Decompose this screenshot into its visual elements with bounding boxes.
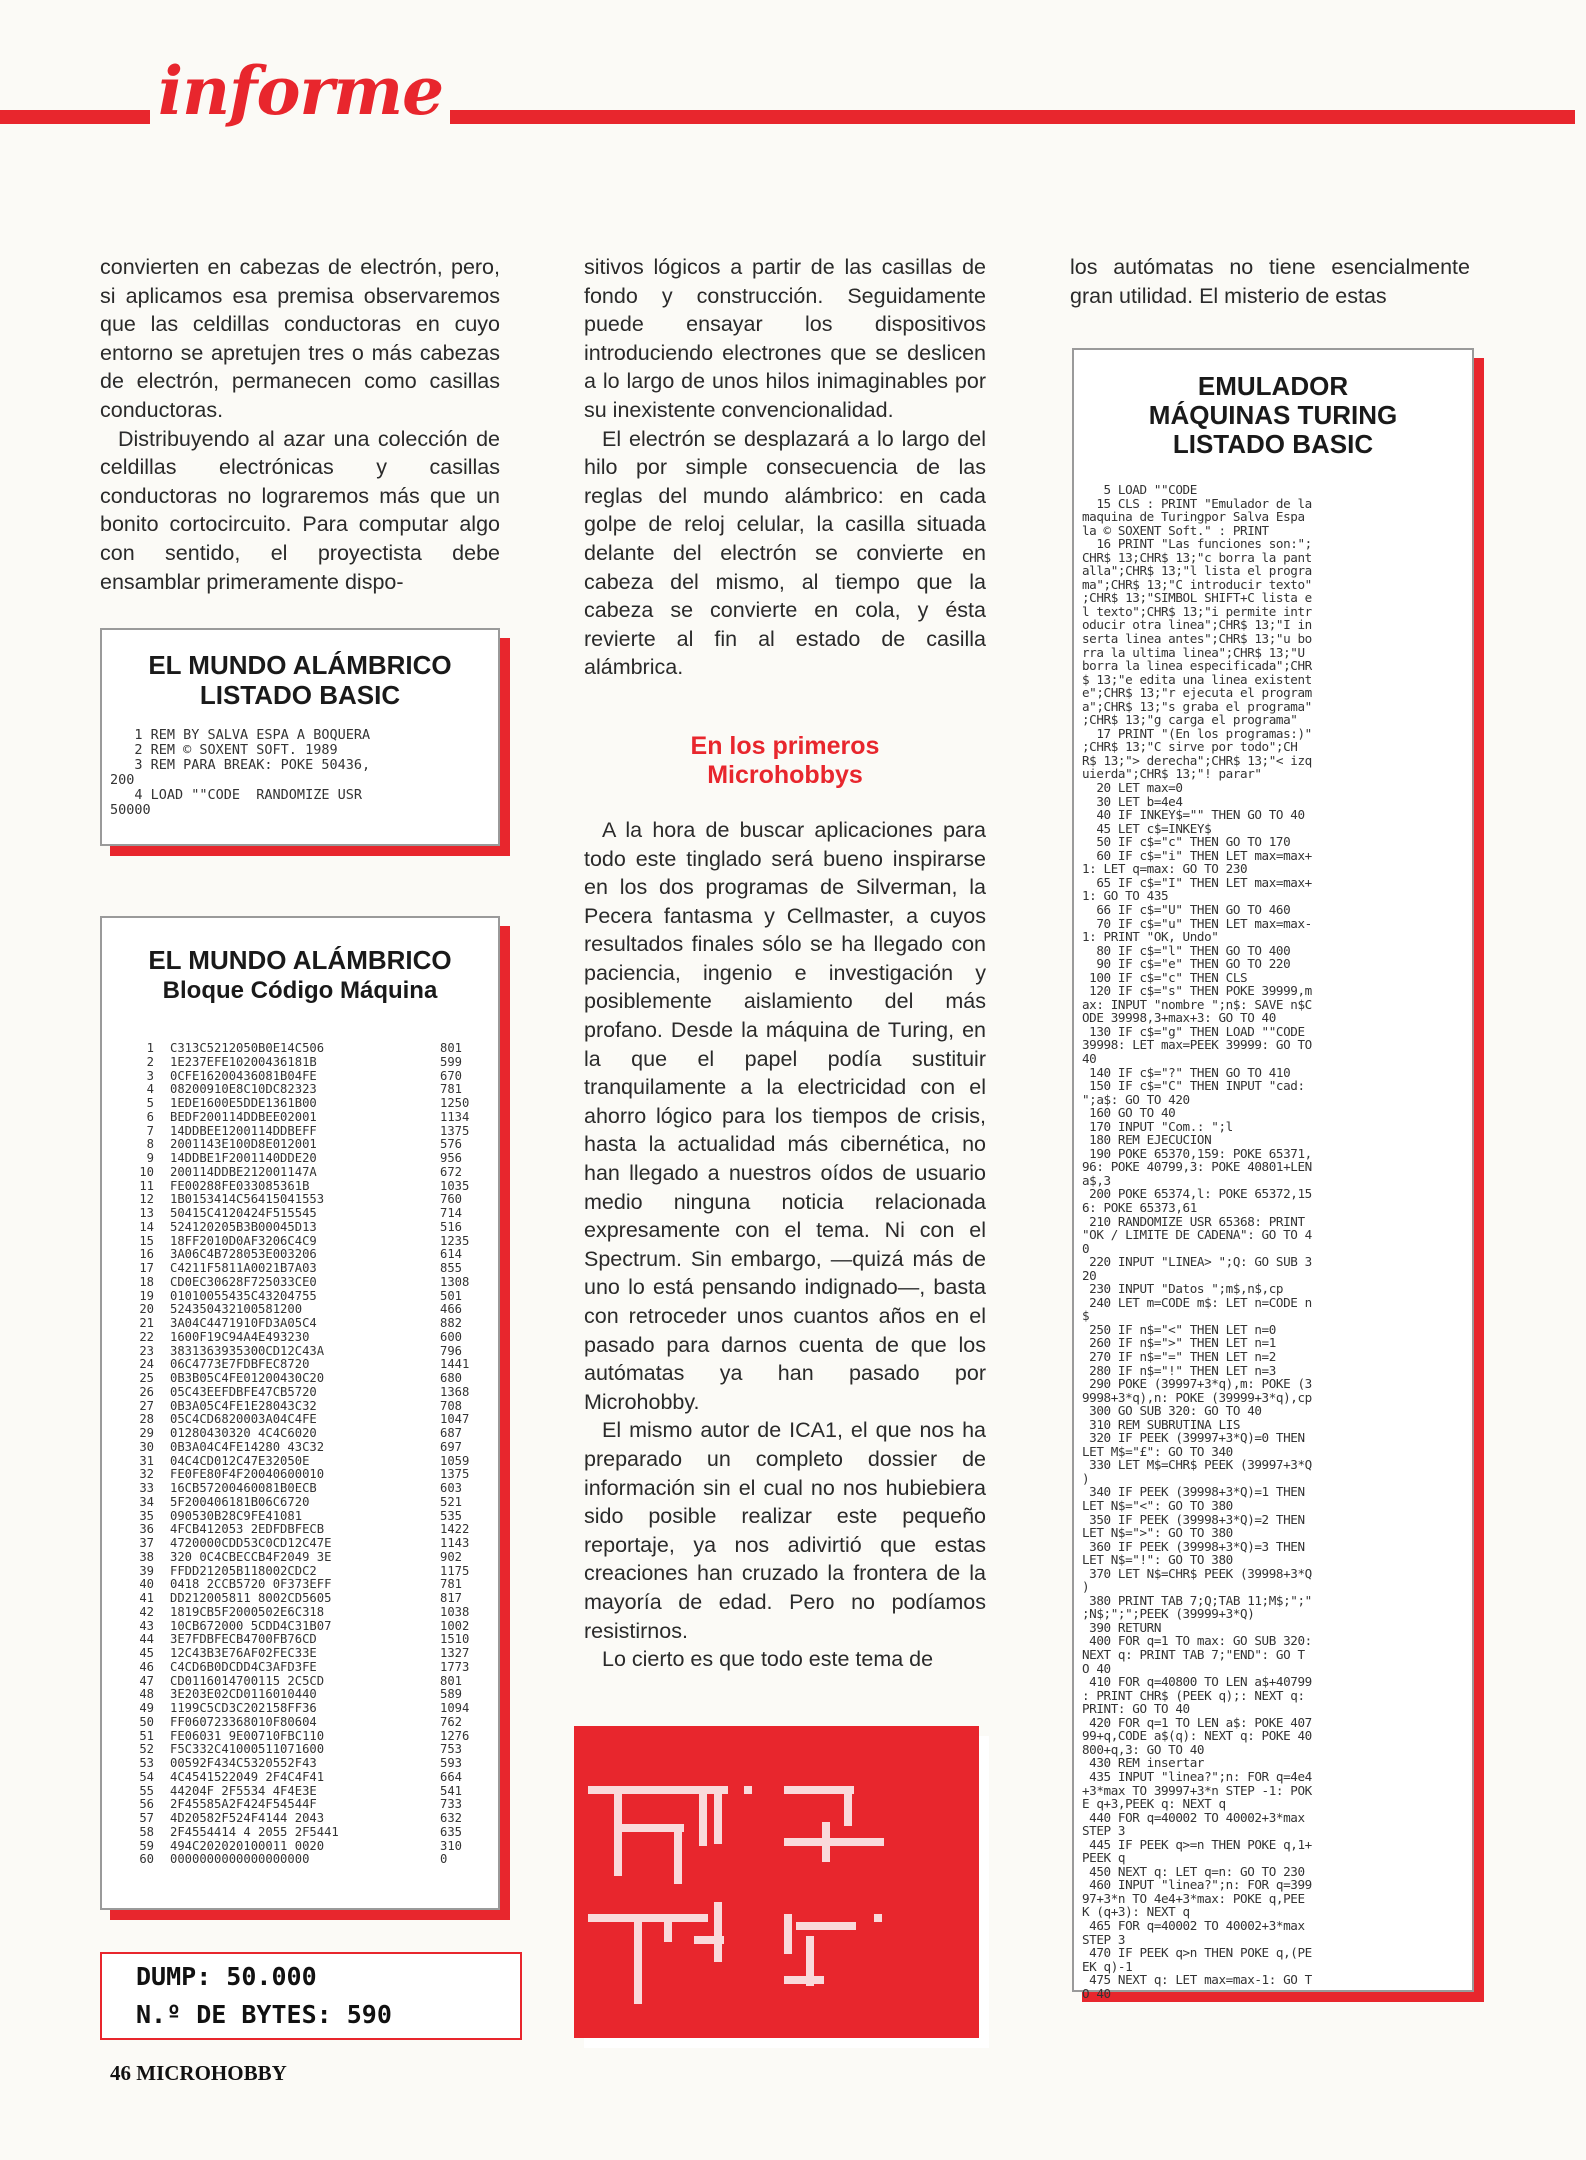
- line-number: 38: [139, 1549, 154, 1564]
- checksum: 1143: [440, 1536, 470, 1550]
- hex-data: C4211F5811A0021B7A03: [170, 1261, 317, 1275]
- checksum: 1059: [440, 1453, 470, 1468]
- checksum: 1038: [440, 1604, 470, 1619]
- hex-data: 3A06C4B728053E003206: [170, 1247, 317, 1262]
- hex-data: 1199C5CD3C202158FF36: [170, 1701, 317, 1715]
- checksum: 1375: [440, 1123, 470, 1138]
- table-row: [120, 1716, 498, 1730]
- table-row: [120, 1303, 498, 1317]
- box-title: MÁQUINAS TURING: [1148, 400, 1398, 430]
- line-number: 8: [146, 1137, 154, 1152]
- table-row: [120, 1400, 498, 1414]
- hex-data: 3831363935300CD12C43A: [170, 1343, 325, 1358]
- line-number: 26: [139, 1384, 154, 1399]
- hex-data: 16CB57200460081B0ECB: [170, 1481, 317, 1495]
- line-number: 33: [139, 1481, 154, 1495]
- checksum: 801: [440, 1673, 463, 1688]
- checksum: 1047: [440, 1412, 470, 1427]
- line-number: 27: [139, 1398, 154, 1413]
- hex-data: 0000000000000000000: [170, 1852, 310, 1867]
- section-logo: informe: [158, 52, 444, 130]
- line-number: 25: [139, 1371, 154, 1385]
- checksum: 733: [440, 1797, 463, 1812]
- line-number: 29: [139, 1426, 154, 1440]
- hex-data: FE0FE80F4F20040600010: [170, 1467, 325, 1482]
- line-number: 54: [139, 1769, 154, 1784]
- line-number: 56: [139, 1797, 154, 1812]
- table-row: [120, 1138, 498, 1152]
- turing-listing: 5 LOAD ""CODE 15 CLS : PRINT "Emulador de la maquina de Turingpor Salva Espa la © SOXENT Soft." : PRINT 16 PRINT "Las funciones son:"; CHR$ 13;CHR$ 13;"c borra la pant alla";CHR$ 13;"l lista el progra ma";CHR$ 13;"C introducir texto" ;CHR$ 13;"SIMBOL SHIFT+C lista e l texto";CHR$ 13;"i permite intr oducir otra linea";CHR$ 13;"I in serta linea antes";CHR$ 13;"u bo rra la ultima linea";CHR$ 13;"U borra la linea especificada";CHR $ 13;"e edita una linea existent e";CHR$ 13;"r ejecuta el program a";CHR$ 13;"s graba el programa" ;CHR$ 13;"g carga el programa" 17 PRINT "(En los programas:)" ;CHR$ 13;"C sirve por todo";CH R$ 13;"> derecha";CHR$ 13;"< izq uierda";CHR$ 13;"! parar" 20 LET max=0 30 LET b=4e4 40 IF INKEY$="" THEN GO TO 40 45 LET c$=INKEY$ 50 IF c$="c" THEN GO TO 170 60 IF c$="i" THEN LET max=max+ 1: LET q=max: GO TO 230 65 IF c$="I" THEN LET max=max+ 1: GO TO 435 66 IF c$="U" THEN GO TO 460 70 IF c$="u" THEN LET max=max- 1: PRINT "OK, Undo" 80 IF c$="l" THEN GO TO 400 90 IF c$="e" THEN GO TO 220 100 IF c$="c" THEN CLS 120 IF c$="s" THEN POKE 39999,m ax: INPUT "nombre ";n$: SAVE n$C ODE 39998,3+max+3: GO TO 40 130 IF c$="g" THEN LOAD ""CODE 39998: LET max=PEEK 39999: GO TO 40 140 IF c$="?" THEN GO TO 410 150 IF c$="C" THEN INPUT "cad: ";a$: GO TO 420 160 GO TO 40 170 INPUT "Com.: ";l 180 REM EJECUCION 190 POKE 65370,159: POKE 65371, 96: POKE 40799,3: POKE 40801+LEN a$,3 200 POKE 65374,l: POKE 65372,15 6: POKE 65373,61 210 RANDOMIZE USR 65368: PRINT "OK / LIMITE DE CADENA": GO TO 4 0 220 INPUT "LINEA> ";Q: GO SUB 3 20 230 INPUT "Datos ";m$,n$,cp 240 LET m=CODE m$: LET n=CODE n $ 250 IF n$="<" THEN LET n=0 260 IF n$=">" THEN LET n=1 270 IF n$="=" THEN LET n=2 280 IF n$="!" THEN LET n=3 290 POKE (39997+3*q),m: POKE (3 9998+3*q),n: POKE (39999+3*q),cp 300 GO SUB 320: GO TO 40 310 REM SUBRUTINA LIS 320 IF PEEK (39997+3*Q)=0 THEN LET M$="£": GO TO 340 330 LET M$=CHR$ PEEK (39997+3*Q ) 340 IF PEEK (39998+3*Q)=1 THEN LET N$="<": GO TO 380 350 IF PEEK (39998+3*Q)=2 THEN LET N$=">": GO TO 380 360 IF PEEK (39998+3*Q)=3 THEN LET N$="!": GO TO 380 370 LET N$=CHR$ PEEK (39998+3*Q ) 380 PRINT TAB 7;Q;TAB 11;M$;";" ;N$;";";PEEK (39999+3*Q) 390 RETURN 400 FOR q=1 TO max: GO SUB 320: NEXT q: PRINT TAB 7;"END": GO T O 40 410 FOR q=40800 TO LEN a$+40799 : PRINT CHR$ (PEEK q);: NEXT q: PRINT: GO TO 40 420 FOR q=1 TO LEN a$: POKE 407 99+q,CODE a$(q): NEXT q: POKE 40 800+q,3: GO TO 40 430 REM insertar 435 INPUT "linea?";n: FOR q=4e4 +3*max TO 39997+3*n STEP -1: POK E q+3,PEEK q: NEXT q 440 FOR q=40002 TO 40002+3*max STEP 3 445 IF PEEK q>=n THEN POKE q,1+ PEEK q 450 NEXT q: LET q=n: GO TO 230 460 INPUT "linea?";n: FOR q=399 97+3*n TO 4e4+3*max: POKE q,PEE K (q+3): NEXT q 465 FOR q=40002 TO 40002+3*max STEP 3 470 IF PEEK q>n THEN POKE q,(PE EK q)-1 475 NEXT q: LET max=max-1: GO T O 40: [1082, 482, 1312, 2001]
- hex-data: FE00288FE033085361B: [170, 1178, 310, 1193]
- line-number: 10: [139, 1164, 154, 1179]
- checksum: 902: [440, 1549, 463, 1564]
- checksum: 1422: [440, 1522, 470, 1537]
- table-row: [120, 1056, 498, 1070]
- hex-data: 44204F 2F5534 4F4E3E: [170, 1783, 317, 1798]
- basic-listing-box: [100, 628, 500, 846]
- basic-listing: 1 REM BY SALVA ESPA A BOQUERA 2 REM © SOXENT SOFT. 1989 3 REM PARA BREAK: POKE 50436, 200 4 LOAD ""CODE RANDOMIZE USR 50000: [110, 727, 371, 818]
- table-row: [120, 1620, 498, 1634]
- table-row: [120, 1042, 498, 1056]
- checksum: 708: [440, 1398, 463, 1413]
- line-number: 15: [139, 1233, 154, 1248]
- header-rule-left: [0, 110, 150, 124]
- header-rule-right: [450, 110, 1575, 124]
- table-row: [120, 1111, 498, 1125]
- hex-data: 1600F19C94A4E493230: [170, 1329, 310, 1344]
- hex-data: 3A04C4471910FD3A05C4: [170, 1316, 317, 1330]
- table-row: [120, 1221, 498, 1235]
- checksum: 1308: [440, 1274, 470, 1289]
- checksum: 614: [440, 1247, 463, 1262]
- box-title: EL MUNDO ALÁMBRICO: [148, 650, 452, 680]
- hex-data: 4FCB412053 2EDFDBFECB: [170, 1522, 325, 1537]
- page-footer: 46 MICROHOBBY: [110, 2061, 287, 2085]
- line-number: 60: [139, 1852, 154, 1867]
- table-row: [120, 1840, 498, 1854]
- checksum: 541: [440, 1783, 463, 1798]
- column-2: [584, 253, 986, 1674]
- hex-data: 4720000CDD53C0CD12C47E: [170, 1536, 332, 1550]
- paragraph: convierten en cabezas de electrón, pero, si aplicamos esa premisa observaremos que las celdillas conductoras en cuyo entorno se apretujen tres o más cabezas de electrón, permanecen como casillas conductoras.: [100, 255, 500, 422]
- paragraph: El mismo autor de ICA1, el que nos ha preparado un completo dossier de información sin el cual no nos hubiebiera sido posible realizar este pequeño reportaje, ya nos adivirtió que estas creaciones han cruzado la frontera de la mayoría de edad. Pero no podíamos resistirnos.: [584, 1418, 986, 1643]
- table-row: [120, 1290, 498, 1304]
- checksum: 1276: [440, 1728, 470, 1743]
- table-row: [120, 1826, 498, 1840]
- hex-data: 08200910E8C10DC82323: [170, 1082, 317, 1097]
- checksum: 599: [440, 1054, 463, 1069]
- checksum: 1510: [440, 1632, 470, 1647]
- line-number: 4: [146, 1082, 154, 1097]
- line-number: 20: [139, 1302, 154, 1317]
- hex-data: 01010055435C43204755: [170, 1288, 317, 1303]
- line-number: 53: [139, 1756, 154, 1770]
- hex-data: FFDD21205B118002CDC2: [170, 1563, 317, 1578]
- table-row: [120, 1345, 498, 1359]
- table-row: [120, 1070, 498, 1084]
- line-number: 30: [139, 1439, 154, 1454]
- line-number: 31: [139, 1453, 154, 1468]
- hex-data: 05C43EEFDBFE47CB5720: [170, 1384, 317, 1399]
- section-subheading: [584, 732, 986, 790]
- hex-data: 4D20582F524F4144 2043: [170, 1811, 325, 1825]
- line-number: 2: [146, 1054, 154, 1069]
- hex-data: 10CB672000 5CDD4C31B07: [170, 1618, 332, 1633]
- checksum: 593: [440, 1756, 463, 1770]
- machine-code-box: [100, 916, 500, 1910]
- checksum: 882: [440, 1316, 463, 1330]
- paragraph: Distribuyendo al azar una colección de celdillas electrónicas y casillas conductoras no lograremos más que un bonito cortocircuito. Para computar algo con sentido, el proyectista debe ensamblar primeramente dispo-: [100, 426, 500, 594]
- table-row: [120, 1468, 498, 1482]
- table-row: [120, 1647, 498, 1661]
- line-number: 57: [139, 1811, 154, 1825]
- hex-data: DD212005811 8002CD5605: [170, 1591, 332, 1605]
- table-row: [120, 1235, 498, 1249]
- table-row: [120, 1152, 498, 1166]
- table-row: [120, 1083, 498, 1097]
- column-1: [100, 253, 500, 596]
- paragraph: los autómatas no tiene esencialmente gran utilidad. El misterio de estas: [1070, 255, 1470, 308]
- table-row: [120, 1317, 498, 1331]
- box-subtitle: LISTADO BASIC: [199, 680, 401, 710]
- checksum: 670: [440, 1068, 463, 1083]
- line-number: 55: [139, 1783, 154, 1798]
- line-number: 24: [139, 1357, 154, 1372]
- hex-data: 04C4CD012C47E32050E: [170, 1453, 310, 1468]
- hex-data: 1B0153414C56415041553: [170, 1192, 325, 1207]
- line-number: 21: [139, 1316, 154, 1330]
- checksum: 664: [440, 1769, 463, 1784]
- checksum: 600: [440, 1329, 463, 1344]
- checksum: 603: [440, 1481, 463, 1495]
- table-row: [120, 1276, 498, 1290]
- machine-code-table: [120, 1042, 498, 1867]
- checksum: 781: [440, 1577, 463, 1592]
- hex-data: 1819CB5F2000502E6C318: [170, 1604, 325, 1619]
- box-subtitle: LISTADO BASIC: [1172, 429, 1374, 459]
- hex-data: 2F45585A2F424F54544F: [170, 1797, 317, 1812]
- hex-data: 14DDBE1F2001140DDE20: [170, 1151, 317, 1165]
- line-number: 44: [139, 1632, 154, 1647]
- line-number: 36: [139, 1522, 154, 1537]
- line-number: 42: [139, 1604, 154, 1619]
- wire-pattern-graphic: [574, 1726, 979, 2038]
- checksum: 680: [440, 1371, 463, 1385]
- table-row: [120, 1592, 498, 1606]
- checksum: 687: [440, 1426, 463, 1440]
- line-number: 6: [146, 1109, 154, 1124]
- hex-data: 5F200406181B06C6720: [170, 1494, 310, 1509]
- line-number: 52: [139, 1742, 154, 1757]
- line-number: 23: [139, 1343, 154, 1358]
- line-number: 45: [139, 1646, 154, 1660]
- table-row: [120, 1730, 498, 1744]
- line-number: 11: [139, 1178, 154, 1193]
- hex-data: 00592F434C5320552F43: [170, 1756, 317, 1770]
- dump-address: DUMP: 50.000: [136, 1962, 317, 1991]
- table-row: [120, 1386, 498, 1400]
- line-number: 47: [139, 1673, 154, 1688]
- table-row: [120, 1180, 498, 1194]
- table-row: [120, 1510, 498, 1524]
- line-number: 32: [139, 1467, 154, 1482]
- hex-data: 50415C4120424F515545: [170, 1206, 317, 1220]
- table-row: [120, 1207, 498, 1221]
- table-row: [120, 1785, 498, 1799]
- checksum: 1235: [440, 1233, 470, 1248]
- table-row: [120, 1578, 498, 1592]
- hex-data: BEDF200114DDBEE02001: [170, 1109, 317, 1124]
- paragraph: El electrón se desplazará a lo largo del hilo por simple consecuencia de las reglas del mundo alámbrico: en cada golpe de reloj celular, la casilla situada delante del electrón se convierte en cabeza del mismo, al tiempo que la cabeza se convierte en cola, y ésta revierte al fin al estado de casilla alámbrica.: [584, 426, 986, 680]
- line-number: 43: [139, 1618, 154, 1633]
- line-number: 35: [139, 1508, 154, 1523]
- table-row: [120, 1427, 498, 1441]
- dump-bytes: N.º DE BYTES: 590: [136, 2000, 392, 2029]
- table-row: [120, 1743, 498, 1757]
- paragraph: Lo cierto es que todo este tema de: [602, 1647, 934, 1672]
- hex-data: 524350432100581200: [170, 1302, 303, 1317]
- table-row: [120, 1771, 498, 1785]
- line-number: 13: [139, 1206, 154, 1220]
- checksum: 1773: [440, 1659, 470, 1674]
- line-number: 39: [139, 1563, 154, 1578]
- checksum: 635: [440, 1824, 463, 1839]
- line-number: 51: [139, 1728, 154, 1743]
- cellular-automaton-screenshot: [574, 1726, 979, 2038]
- line-number: 19: [139, 1288, 154, 1303]
- table-row: [120, 1633, 498, 1647]
- checksum: 589: [440, 1687, 463, 1702]
- table-row: [120, 1455, 498, 1469]
- table-row: [120, 1675, 498, 1689]
- table-row: [120, 1606, 498, 1620]
- hex-data: 14DDBEE1200114DDBEFF: [170, 1123, 317, 1138]
- checksum: 466: [440, 1302, 463, 1317]
- box-title: EL MUNDO ALÁMBRICO: [148, 945, 452, 975]
- line-number: 40: [139, 1577, 154, 1592]
- column-3: [1070, 253, 1470, 310]
- checksum: 855: [440, 1261, 463, 1275]
- hex-data: 01280430320 4C4C6020: [170, 1426, 317, 1440]
- dump-box: [100, 1952, 522, 2040]
- checksum: 1250: [440, 1096, 470, 1110]
- checksum: 781: [440, 1082, 463, 1097]
- hex-data: 0B3B05C4FE01200430C20: [170, 1371, 325, 1385]
- hex-data: 200114DDBE212001147A: [170, 1164, 317, 1179]
- table-row: [120, 1441, 498, 1455]
- table-row: [120, 1413, 498, 1427]
- table-row: [120, 1496, 498, 1510]
- checksum: 1002: [440, 1618, 470, 1633]
- checksum: 760: [440, 1192, 463, 1207]
- line-number: 18: [139, 1274, 154, 1289]
- table-row: [120, 1248, 498, 1262]
- table-row: [120, 1358, 498, 1372]
- hex-data: 494C202020100011 0020: [170, 1838, 325, 1853]
- line-number: 46: [139, 1659, 154, 1674]
- hex-data: 320 0C4CBECCB4F2049 3E: [170, 1549, 332, 1564]
- hex-data: 18FF2010D0AF3206C4C9: [170, 1233, 317, 1248]
- line-number: 1: [146, 1041, 154, 1055]
- checksum: 632: [440, 1811, 463, 1825]
- box-title: EMULADOR: [1197, 371, 1349, 401]
- line-number: 49: [139, 1701, 154, 1715]
- box-subtitle: Bloque Código Máquina: [162, 977, 438, 1004]
- table-row: [120, 1193, 498, 1207]
- hex-data: 0CFE16200436081B04FE: [170, 1068, 317, 1083]
- table-row: [120, 1097, 498, 1111]
- hex-data: FE06031 9E00710FBC110: [170, 1728, 325, 1743]
- line-number: 14: [139, 1219, 154, 1234]
- line-number: 17: [139, 1261, 154, 1275]
- checksum: 1327: [440, 1646, 470, 1660]
- subheading-line: Microhobbys: [707, 760, 863, 789]
- checksum: 1175: [440, 1563, 470, 1578]
- table-row: [120, 1482, 498, 1496]
- hex-data: 05C4CD6820003A04C4FE: [170, 1412, 317, 1427]
- line-number: 41: [139, 1591, 154, 1605]
- checksum: 817: [440, 1591, 463, 1605]
- checksum: 801: [440, 1041, 463, 1055]
- table-row: [120, 1262, 498, 1276]
- line-number: 7: [146, 1123, 154, 1138]
- checksum: 714: [440, 1206, 463, 1220]
- line-number: 58: [139, 1824, 154, 1839]
- hex-data: 3E203E02CD0116010440: [170, 1687, 317, 1702]
- hex-data: FF060723368010F80604: [170, 1714, 317, 1729]
- hex-data: 0B3A04C4FE14280 43C32: [170, 1439, 325, 1454]
- hex-data: 12C43B3E76AF02FEC33E: [170, 1646, 317, 1660]
- checksum: 1035: [440, 1178, 470, 1193]
- subheading-line: En los primeros: [690, 731, 880, 760]
- table-row: [120, 1688, 498, 1702]
- hex-data: 0418 2CCB5720 0F373EFF: [170, 1577, 332, 1592]
- checksum: 0: [440, 1852, 448, 1867]
- hex-data: 06C4773E7FDBFEC8720: [170, 1357, 310, 1372]
- paragraph: sitivos lógicos a partir de las casillas de fondo y construcción. Seguidamente puede ensayar los dispositivos introduciendo electrones que se deslicen a lo largo de unos hilos inimaginables por su inexistente convencionalidad.: [584, 255, 986, 422]
- line-number: 3: [146, 1068, 154, 1083]
- checksum: 1375: [440, 1467, 470, 1482]
- hex-data: 1EDE1600E5DDE1361B00: [170, 1096, 317, 1110]
- checksum: 521: [440, 1494, 463, 1509]
- table-row: [120, 1331, 498, 1345]
- table-row: [120, 1372, 498, 1386]
- checksum: 956: [440, 1151, 463, 1165]
- line-number: 5: [146, 1096, 154, 1110]
- table-row: [120, 1853, 498, 1867]
- checksum: 576: [440, 1137, 463, 1152]
- hex-data: CD0EC30628F725033CE0: [170, 1274, 317, 1289]
- table-row: [120, 1812, 498, 1826]
- hex-data: 2F4554414 4 2055 2F5441: [170, 1824, 339, 1839]
- checksum: 516: [440, 1219, 463, 1234]
- line-number: 48: [139, 1687, 154, 1702]
- checksum: 535: [440, 1508, 463, 1523]
- line-number: 16: [139, 1247, 154, 1262]
- table-row: [120, 1661, 498, 1675]
- table-row: [120, 1757, 498, 1771]
- checksum: 796: [440, 1343, 463, 1358]
- line-number: 28: [139, 1412, 154, 1427]
- hex-data: CD0116014700115 2C5CD: [170, 1673, 325, 1688]
- line-number: 9: [146, 1151, 154, 1165]
- line-number: 22: [139, 1329, 154, 1344]
- table-row: [120, 1551, 498, 1565]
- table-row: [120, 1125, 498, 1139]
- hex-data: 3E7FDBFECB4700FB76CD: [170, 1632, 317, 1647]
- line-number: 37: [139, 1536, 154, 1550]
- hex-data: 1E237EFE10200436181B: [170, 1054, 317, 1069]
- table-row: [120, 1166, 498, 1180]
- line-number: 34: [139, 1494, 154, 1509]
- hex-data: 4C4541522049 2F4C4F41: [170, 1769, 325, 1784]
- checksum: 1134: [440, 1109, 470, 1124]
- checksum: 501: [440, 1288, 463, 1303]
- hex-data: 0B3A05C4FE1E28043C32: [170, 1398, 317, 1413]
- hex-data: C4CD6B0DCDD4C3AFD3FE: [170, 1659, 317, 1674]
- hex-data: 2001143E100D8E012001: [170, 1137, 317, 1152]
- checksum: 762: [440, 1714, 463, 1729]
- hex-data: 524120205B3B00045D13: [170, 1219, 317, 1234]
- table-row: [120, 1702, 498, 1716]
- checksum: 1441: [440, 1357, 470, 1372]
- paragraph: A la hora de buscar aplicaciones para todo este tinglado será bueno inspirarse en los dos programas de Silverman, la Pecera fantasma y Cellmaster, a cuyos resultados finales sólo se ha llegado con paciencia, ingenio e investigación y posiblemente aislamiento del más profano. Desde la máquina de Turing, en la que el papel podía sustituir tranquilamente a la electricidad con el ahorro lógico para los tiempos de crisis, hasta la actualidad más cibernética, no han llegado a nuestros oídos de usuario medio ninguna noticia relacionada expresamente con el tema. Ni con el Spectrum. Sin embargo, —quizá más de uno lo está pensando indignado—, basta con retroceder unos cuantos años en el pasado para darnos cuenta de que los autómatas ya han pasado por Microhobby.: [584, 817, 986, 1414]
- table-row: [120, 1798, 498, 1812]
- turing-listing-box: [1072, 348, 1474, 2001]
- checksum: 672: [440, 1164, 463, 1179]
- checksum: 1368: [440, 1384, 470, 1399]
- line-number: 50: [139, 1714, 154, 1729]
- hex-data: 090530B28C9FE41081: [170, 1508, 303, 1523]
- table-row: [120, 1523, 498, 1537]
- checksum: 310: [440, 1838, 463, 1853]
- line-number: 12: [139, 1192, 154, 1207]
- checksum: 1094: [440, 1701, 470, 1715]
- table-row: [120, 1537, 498, 1551]
- checksum: 753: [440, 1742, 463, 1757]
- table-row: [120, 1565, 498, 1579]
- hex-data: F5C332C41000511071600: [170, 1742, 325, 1757]
- checksum: 697: [440, 1439, 463, 1454]
- line-number: 59: [139, 1838, 154, 1853]
- hex-data: C313C5212050B0E14C506: [170, 1041, 325, 1055]
